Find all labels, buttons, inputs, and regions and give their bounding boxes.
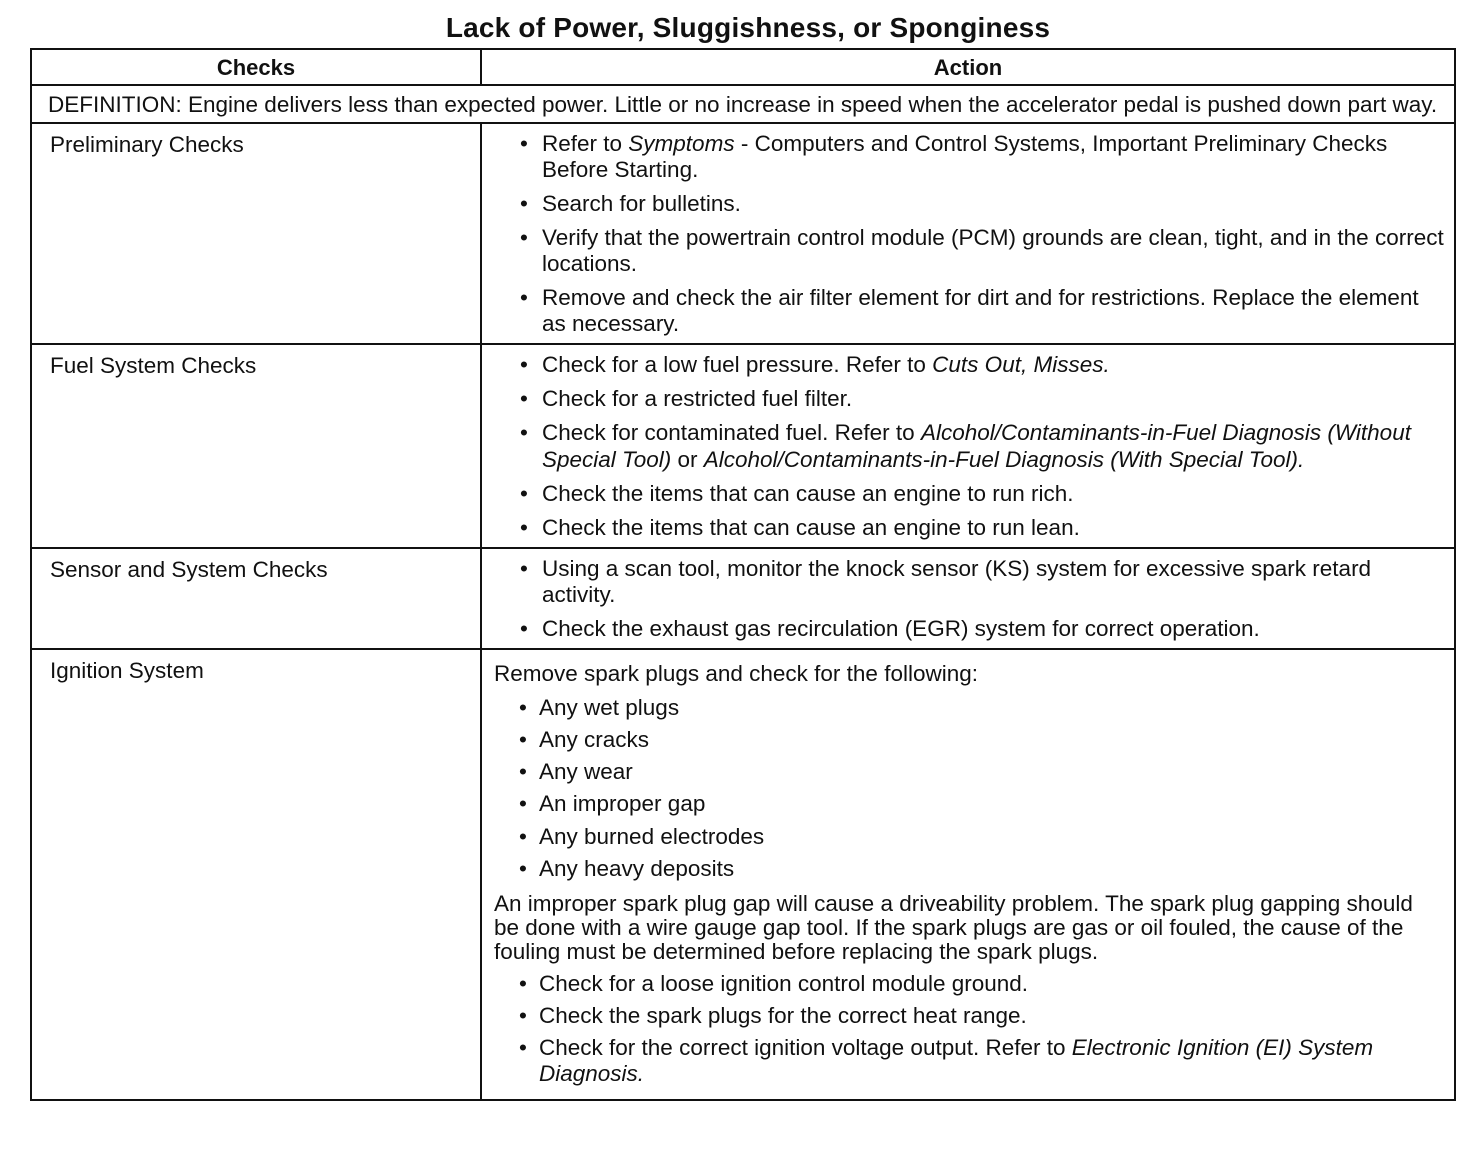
list-item: • Any cracks [519, 727, 650, 753]
bullet-icon: • [519, 855, 527, 881]
diagnostic-table [30, 48, 1456, 1101]
bullet-icon: • [520, 616, 528, 642]
ignition-intro: Remove spark plugs and check for the following: [494, 661, 979, 687]
list-item: • Check the items that can cause an engine to run lean. [520, 514, 1080, 540]
bullet-icon: • [519, 1035, 527, 1061]
list-item: • Check the spark plugs for the correct heat range. [519, 1003, 1027, 1029]
list-item: • Search for bulletins. [520, 190, 741, 216]
list-item: • Check for a loose ignition control module ground. [519, 970, 1029, 996]
bullet-icon: • [520, 352, 528, 378]
bullet-icon: • [520, 190, 528, 216]
bullet-icon: • [520, 285, 528, 311]
action-ignition-system [481, 649, 1455, 1100]
table-row [31, 123, 1455, 345]
bullet-icon: • [520, 420, 528, 446]
action-header: Action [481, 49, 1455, 85]
table-row [31, 548, 1455, 649]
bullet-icon: • [520, 224, 528, 250]
ignition-paragraph: An improper spark plug gap will cause a driveability problem. The spark plug gapping should be done with a wire gauge gap tool. If the spark plugs are gas or oil fouled, the cause of the fouling must be determined before replacing the spark plugs. [494, 890, 1413, 964]
bullet-icon: • [519, 1003, 527, 1029]
check-sensor-system: Sensor and System Checks [31, 548, 481, 649]
bullet-icon: • [520, 514, 528, 540]
list-item: • Refer to Symptoms - Computers and Control Systems, Important Preliminary Checks Before Starting. [520, 130, 1388, 182]
action-preliminary [481, 123, 1455, 345]
header-row [31, 49, 1455, 85]
action-fuel-system [481, 344, 1455, 548]
check-fuel-system: Fuel System Checks [31, 344, 481, 548]
action-sensor-system [481, 548, 1455, 649]
reference-link[interactable]: Alcohol/Contaminants-in-Fuel Diagnosis (Without Special Tool) [542, 420, 1411, 472]
list-item: • Check the items that can cause an engine to run rich. [520, 480, 1074, 506]
list-item: • Any heavy deposits [519, 855, 735, 881]
definition-row [31, 85, 1455, 123]
list-item: • Check for contaminated fuel. Refer to Alcohol/Contaminants-in-Fuel Diagnosis (Without Special Tool) or Alcohol/Contaminants-in-Fuel Diagnosis (With Special Tool). [520, 420, 1411, 472]
check-ignition-system: Ignition System [31, 649, 481, 1100]
bullet-icon: • [519, 791, 527, 817]
list-item: • Using a scan tool, monitor the knock sensor (KS) system for excessive spark retard activity. [520, 555, 1372, 607]
list-item: • Check for the correct ignition voltage output. Refer to Electronic Ignition (EI) System Diagnosis. [519, 1035, 1374, 1087]
bullet-icon: • [520, 130, 528, 156]
bullet-icon: • [519, 695, 527, 721]
checks-header: Checks [31, 49, 481, 85]
bullet-icon: • [520, 386, 528, 412]
bullet-icon: • [519, 970, 527, 996]
reference-link[interactable]: Cuts Out, Misses. [932, 352, 1110, 378]
check-preliminary: Preliminary Checks [31, 123, 481, 345]
reference-link[interactable]: Electronic Ignition (EI) System Diagnosis. [539, 1035, 1374, 1087]
list-item: • Check for a low fuel pressure. Refer to Cuts Out, Misses. [520, 352, 1110, 378]
reference-link[interactable]: Alcohol/Contaminants-in-Fuel Diagnosis (With Special Tool). [703, 446, 1305, 472]
list-item: • Check for a restricted fuel filter. [520, 386, 853, 412]
bullet-icon: • [520, 555, 528, 581]
bullet-icon: • [519, 823, 527, 849]
page-title: Lack of Power, Sluggishness, or Sponginess [445, 12, 1051, 43]
list-item: • Check the exhaust gas recirculation (EGR) system for correct operation. [520, 616, 1260, 642]
list-item: • Remove and check the air filter element for dirt and for restrictions. Replace the element as necessary. [520, 285, 1419, 337]
bullet-icon: • [519, 727, 527, 753]
reference-link[interactable]: Symptoms [628, 130, 735, 156]
list-item: • Any wet plugs [519, 695, 680, 721]
bullet-icon: • [519, 759, 527, 785]
table-row [31, 344, 1455, 548]
list-item: • Any wear [519, 759, 633, 785]
list-item: • Verify that the powertrain control module (PCM) grounds are clean, tight, and in the correct locations. [520, 224, 1444, 276]
list-item: • Any burned electrodes [519, 823, 765, 849]
table-row [31, 649, 1455, 1100]
definition-text: DEFINITION: Engine delivers less than expected power. Little or no increase in speed when the accelerator pedal is pushed down part way. [31, 85, 1455, 123]
list-item: • An improper gap [519, 791, 706, 817]
bullet-icon: • [520, 480, 528, 506]
